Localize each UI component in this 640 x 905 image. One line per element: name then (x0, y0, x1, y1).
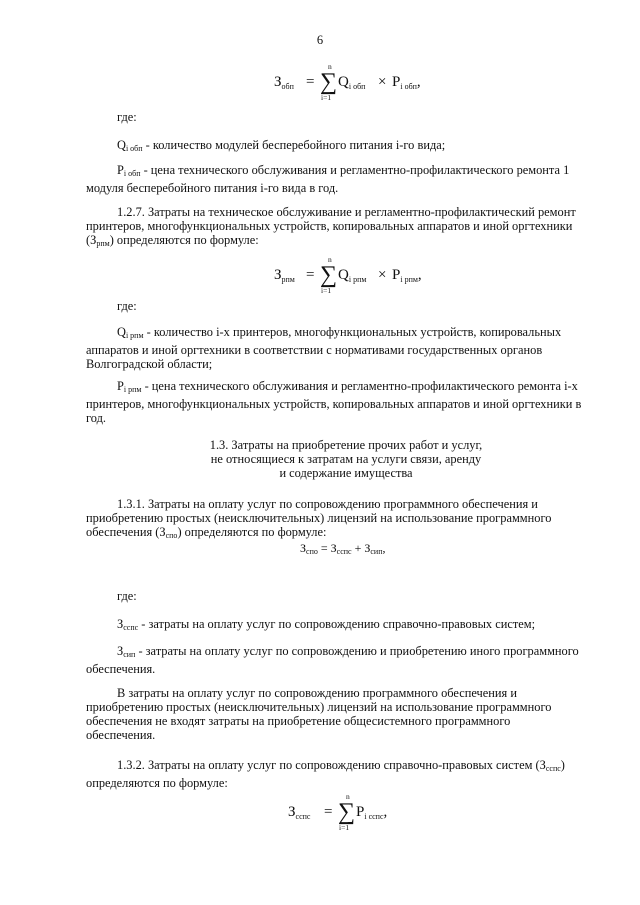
paragraph-line: 1.2.7. Затраты на техническое обслуживание и регламентно-профилактический ремонт (117, 205, 576, 219)
formula-eq: = (324, 804, 333, 820)
formula-spo (300, 541, 385, 556)
where-label: где: (117, 299, 137, 313)
definition-line: аппаратов и иной оргтехники в соответствии с нормативами государственных органов (86, 343, 543, 357)
paragraph-text: ) (560, 758, 565, 772)
formula-p: P (356, 804, 365, 820)
formula-lhs: З (300, 541, 307, 555)
formula-lhs-sub: обп (281, 82, 294, 91)
definition-line: - цена технического обслуживания и регламентно-профилактического ремонта i-х (141, 379, 578, 393)
paragraph-line: приобретению простых (неисключительных) лицензий на использование программного (86, 511, 552, 525)
symbol: З (117, 644, 124, 658)
formula-term: + З (351, 541, 371, 555)
paragraph-text: ) определяются по формуле: (109, 233, 259, 247)
symbol-sub: сспс (123, 623, 139, 632)
formula-lhs: З (274, 267, 282, 283)
definition-line: - цена технического обслуживания и регламентно-профилактического ремонта 1 (140, 163, 570, 177)
definition-line: - затраты на оплату услуг по сопровождению и приобретению иного программного (135, 644, 579, 658)
formula-lhs-sub: сспс (295, 812, 311, 821)
formula-p: P (392, 74, 401, 90)
formula-q-sub: i обп (348, 82, 366, 91)
paragraph-1-3-2 (86, 758, 606, 790)
sum-lower-limit: i=1 (321, 286, 332, 295)
definition-q-obp (117, 138, 445, 156)
paragraph-1-2-7 (86, 205, 606, 251)
definition-line: год. (86, 411, 107, 425)
formula-eq: = (306, 74, 315, 90)
definition-q-rpm (86, 325, 606, 371)
paragraph-text: обеспечения (З (86, 525, 166, 539)
formula-end: , (382, 541, 386, 555)
formula-lhs-sub: рпм (281, 275, 295, 284)
formula-p-sub: i обп (400, 82, 417, 91)
paragraph-1-3-1 (86, 497, 606, 543)
definition-line: принтеров, многофункциональных устройств, копировальных аппаратов и иной оргтехники в (86, 397, 582, 411)
paragraph-line: приобретению простых (неисключительных) лицензий на использование программного (86, 700, 552, 714)
definition-p-obp (86, 163, 606, 195)
sigma-symbol: ∑ (320, 69, 338, 95)
paragraph-note (86, 686, 606, 742)
definition-sip (86, 644, 606, 676)
formula-sspc (288, 792, 428, 832)
paragraph-text: (З (86, 233, 97, 247)
formula-sub: сип (370, 547, 383, 556)
definition-line: модуля бесперебойного питания i-го вида в год. (86, 181, 339, 195)
sum-upper-limit: n (328, 62, 332, 71)
formula-times: × (378, 74, 387, 90)
formula-end: , (417, 267, 422, 283)
symbol-sub: спо (165, 531, 178, 540)
formula-p-sub: i сспс (364, 812, 384, 821)
definition-text: - затраты на оплату услуг по сопровождению справочно-правовых систем; (138, 617, 536, 631)
formula-p: P (392, 267, 401, 283)
sigma-symbol: ∑ (338, 799, 356, 825)
formula-p-sub: i рпм (400, 275, 418, 284)
formula-sub: спо (306, 547, 318, 556)
paragraph-line: обеспечения. (86, 728, 156, 742)
symbol-sub: i обп (125, 144, 143, 153)
definition-text: - количество модулей бесперебойного питания i-го вида; (142, 138, 446, 152)
symbol-sub: i рпм (125, 331, 144, 340)
paragraph-line: обеспечения не входят затраты на приобретение общесистемного программного (86, 714, 511, 728)
definition-line: Волгоградской области; (86, 357, 213, 371)
symbol: Q (117, 138, 126, 152)
paragraph-line: В затраты на оплату услуг по сопровождению программного обеспечения и (117, 686, 517, 700)
definition-line: - количество i-х принтеров, многофункциональных устройств, копировальных (143, 325, 562, 339)
page-number: 6 (316, 33, 324, 47)
formula-q: Q (338, 267, 349, 283)
symbol-sub: сип (123, 650, 136, 659)
formula-sub: сспс (336, 547, 352, 556)
heading-line: 1.3. Затраты на приобретение прочих работ и услуг, (209, 438, 483, 452)
formula-end: , (383, 804, 388, 820)
paragraph-text: ) определяются по формуле: (177, 525, 327, 539)
formula-times: × (378, 267, 387, 283)
definition-sspc (117, 617, 535, 635)
symbol: P (117, 379, 124, 393)
where-label: где: (117, 110, 137, 124)
formula-lhs: З (288, 804, 296, 820)
sum-upper-limit: n (346, 792, 350, 801)
symbol: P (117, 163, 124, 177)
symbol-sub: сспс (545, 764, 561, 773)
sum-lower-limit: i=1 (321, 93, 332, 102)
definition-line: обеспечения. (86, 662, 156, 676)
paragraph-line: определяются по формуле: (86, 776, 228, 790)
formula-eq: = (306, 267, 315, 283)
sum-lower-limit: i=1 (339, 823, 350, 832)
symbol-sub: i рпм (123, 385, 142, 394)
section-heading-1-3 (86, 438, 606, 480)
symbol: Q (117, 325, 126, 339)
definition-p-rpm (86, 379, 606, 425)
formula-rpm (274, 255, 434, 295)
formula-obp (274, 62, 434, 102)
sum-upper-limit: n (328, 255, 332, 264)
where-label: где: (117, 589, 137, 603)
formula-lhs: З (274, 74, 282, 90)
symbol: З (117, 617, 124, 631)
formula-q-sub: i рпм (348, 275, 367, 284)
formula-term: = З (317, 541, 337, 555)
paragraph-line: 1.3.1. Затраты на оплату услуг по сопровождению программного обеспечения и (117, 497, 538, 511)
paragraph-text: 1.3.2. Затраты на оплату услуг по сопровождению справочно-правовых систем (З (117, 758, 546, 772)
heading-line: не относящиеся к затратам на услуги связи, аренду (210, 452, 482, 466)
paragraph-line: принтеров, многофункциональных устройств, копировальных аппаратов и иной оргтехники (86, 219, 573, 233)
symbol-sub: i обп (123, 169, 141, 178)
sigma-symbol: ∑ (320, 262, 338, 288)
formula-end: , (416, 74, 421, 90)
heading-line: и содержание имущества (279, 466, 413, 480)
formula-q: Q (338, 74, 349, 90)
symbol-sub: рпм (96, 239, 110, 248)
